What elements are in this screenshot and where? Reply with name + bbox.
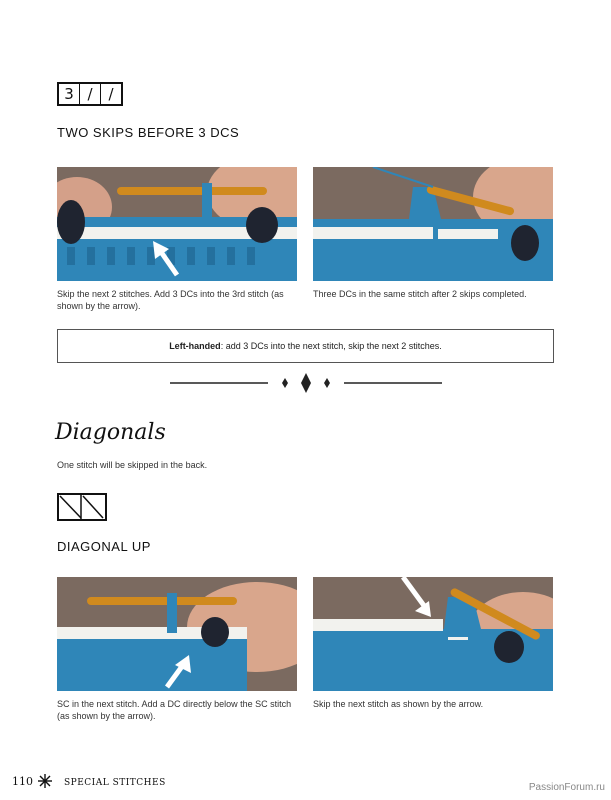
symbol-cell: /: [80, 84, 101, 104]
photo-caption: Skip the next stitch as shown by the arrow.: [313, 699, 484, 709]
photo-caption: Skip the next 2 stitches. Add 3 DCs into the 3rd stitch (as shown by the arrow).: [57, 289, 284, 311]
symbol-cell: 3: [59, 84, 80, 104]
sunburst-icon: [38, 774, 52, 788]
photo-caption: SC in the next stitch. Add a DC directly below the SC stitch (as shown by the arrow).: [57, 699, 292, 721]
crochet-photo: [57, 167, 297, 281]
photo-caption: Three DCs in the same stitch after 2 skips completed.: [313, 289, 527, 299]
footer-section-label: SPECIAL STITCHES: [64, 778, 166, 788]
crochet-photo: [313, 167, 553, 281]
symbol-cell: /: [108, 85, 114, 103]
crochet-photo: [57, 577, 297, 691]
page-number: 110: [12, 775, 33, 788]
watermark: PassionForum.ru: [528, 782, 605, 793]
crochet-photo: [313, 577, 553, 691]
section-title: DIAGONAL UP: [57, 539, 151, 554]
note-text: : add 3 DCs into the next stitch, skip the next 2 stitches.: [220, 341, 442, 351]
section-title: TWO SKIPS BEFORE 3 DCS: [57, 125, 240, 140]
stitch-symbol-box: [57, 82, 123, 106]
ornamental-divider: [170, 373, 442, 393]
section-heading: Diagonals: [55, 420, 166, 445]
diagonal-symbol-icon: [57, 493, 107, 521]
left-handed-note: [57, 329, 554, 363]
intro-text: One stitch will be skipped in the back.: [57, 460, 208, 470]
note-label: Left-handed: [169, 341, 221, 351]
